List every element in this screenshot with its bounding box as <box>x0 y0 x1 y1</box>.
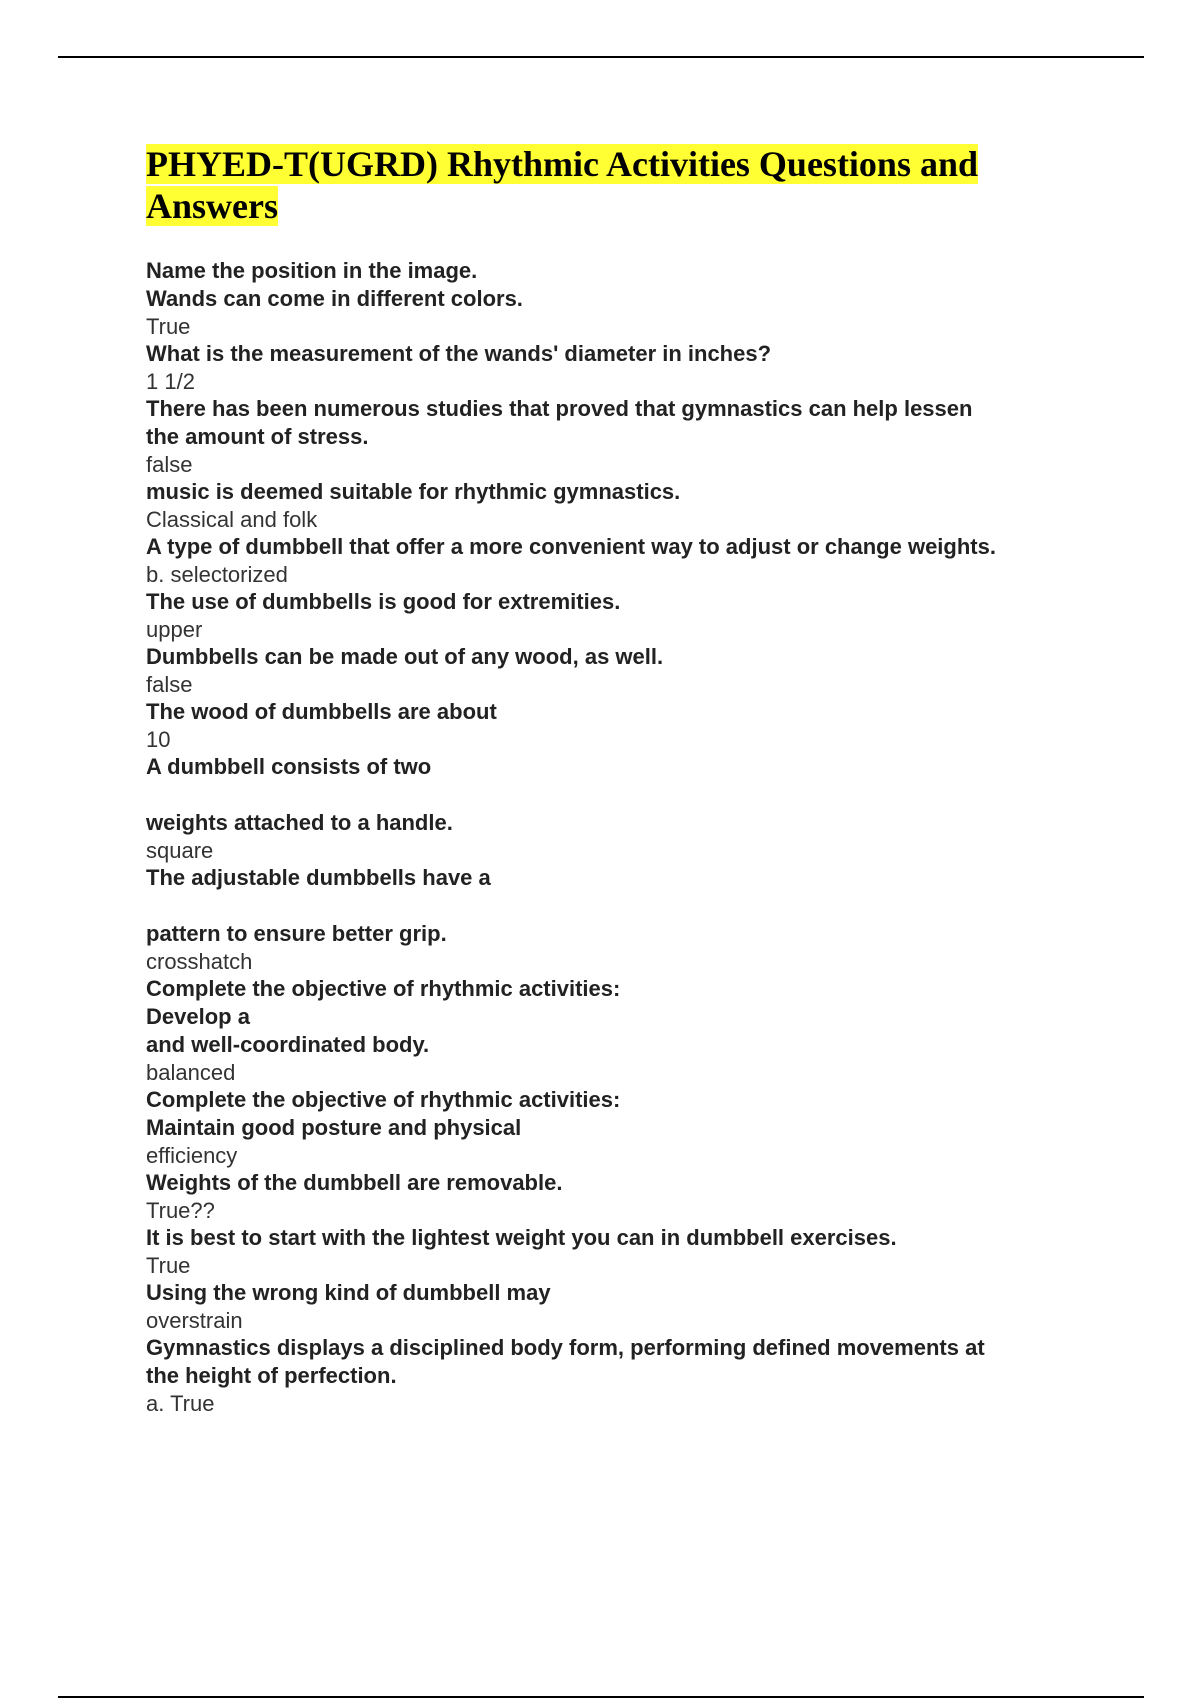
answer-text: Classical and folk <box>146 507 318 532</box>
question-text: Name the position in the image. <box>146 258 478 283</box>
answer-text: square <box>146 838 214 863</box>
question-text: The use of dumbbells is good for extremities. <box>146 589 621 614</box>
answer-text: efficiency <box>146 1143 238 1168</box>
answer-text: crosshatch <box>146 949 253 974</box>
answer-text: 1 1/2 <box>146 369 195 394</box>
document-title <box>146 143 1106 227</box>
answer-text: false <box>146 672 193 697</box>
question-text: The wood of dumbbells are about <box>146 699 497 724</box>
qa-list <box>146 257 1106 1417</box>
question-text: There has been numerous studies that proved that gymnastics can help lessen the amount of stress. <box>146 396 973 449</box>
question-text: Complete the objective of rhythmic activities: Develop a and well-coordinated body. <box>146 976 621 1057</box>
answer-text: overstrain <box>146 1308 243 1333</box>
answer-text: True <box>146 1253 191 1278</box>
top-rule <box>58 56 1144 58</box>
answer-text: True <box>146 314 191 339</box>
answer-text: balanced <box>146 1060 236 1085</box>
question-text: Dumbbells can be made out of any wood, as well. <box>146 644 664 669</box>
answer-text: 10 <box>146 727 171 752</box>
answer-text: b. selectorized <box>146 562 288 587</box>
question-text: Wands can come in different colors. <box>146 286 523 311</box>
question-text: music is deemed suitable for rhythmic gymnastics. <box>146 479 681 504</box>
question-text: Gymnastics displays a disciplined body form, performing defined movements at the height of perfection. <box>146 1335 985 1388</box>
answer-text: false <box>146 452 193 477</box>
question-text: Weights of the dumbbell are removable. <box>146 1170 563 1195</box>
question-text: Complete the objective of rhythmic activities: Maintain good posture and physical <box>146 1087 621 1140</box>
answer-text: True?? <box>146 1198 215 1223</box>
title-highlight: PHYED-T(UGRD) Rhythmic Activities Questions and Answers <box>146 144 979 226</box>
answer-text: upper <box>146 617 203 642</box>
question-text: A type of dumbbell that offer a more convenient way to adjust or change weights. <box>146 534 996 559</box>
document-body <box>146 143 1106 1417</box>
bottom-rule <box>58 1696 1144 1698</box>
question-text: The adjustable dumbbells have a pattern to ensure better grip. <box>146 865 491 946</box>
question-text: Using the wrong kind of dumbbell may <box>146 1280 551 1305</box>
question-text: A dumbbell consists of two weights attached to a handle. <box>146 754 453 835</box>
question-text: It is best to start with the lightest weight you can in dumbbell exercises. <box>146 1225 897 1250</box>
question-text: What is the measurement of the wands' diameter in inches? <box>146 341 772 366</box>
answer-text: a. True <box>146 1391 215 1416</box>
